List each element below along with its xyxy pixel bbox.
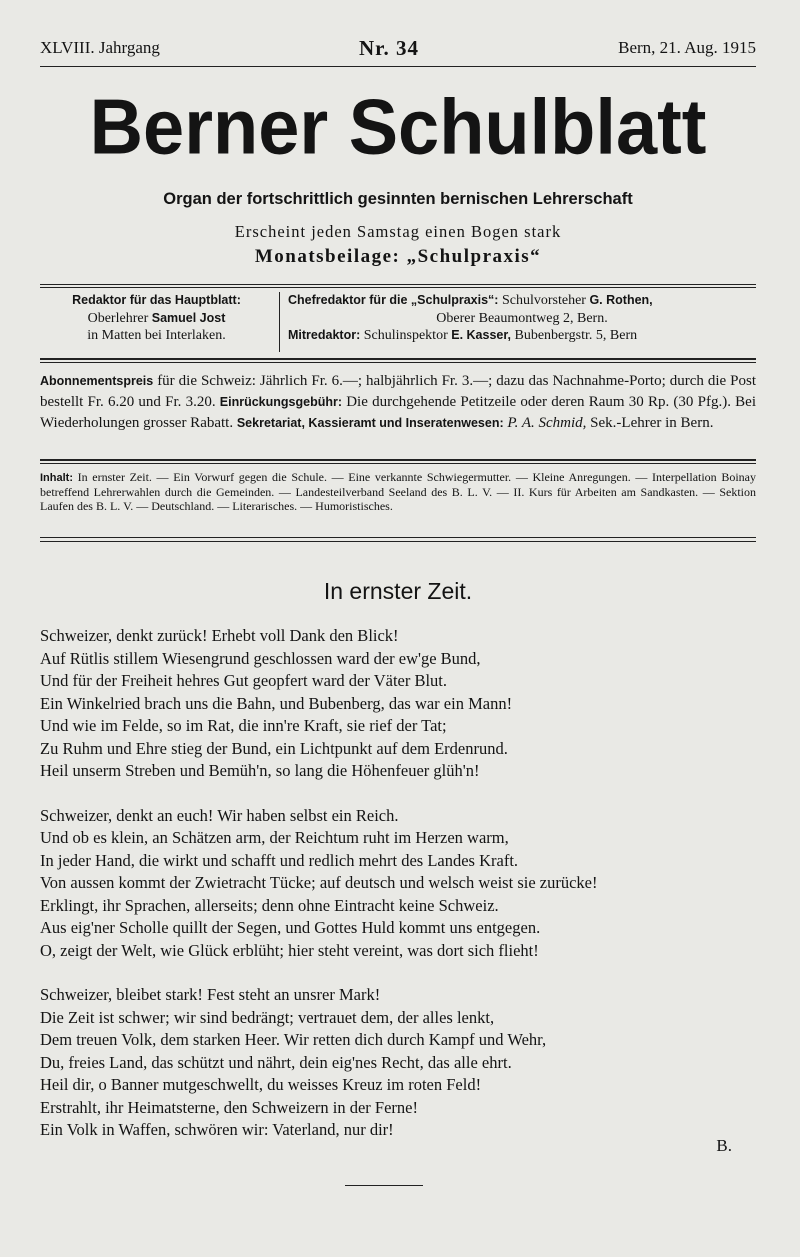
author-signature: B. xyxy=(716,1136,732,1155)
contents-bottom-rule xyxy=(40,537,756,538)
masthead-rule xyxy=(40,66,756,67)
editors-top-rule-2 xyxy=(40,287,756,288)
chief-editor-name: G. Rothen, xyxy=(589,293,653,307)
contents-top-rule-2 xyxy=(40,463,756,464)
poem-line: Erstrahlt, ihr Heimatsterne, den Schweizern in der Ferne! xyxy=(40,1097,418,1117)
place-date: Bern, 21. Aug. 1915 xyxy=(618,38,756,57)
poem-line: Und ob es klein, an Schätzen arm, der Reichtum ruht im Herzen warm, xyxy=(40,828,509,847)
table-of-contents xyxy=(40,470,756,513)
stanza-1 xyxy=(40,625,756,783)
poem-line: Ein Volk in Waffen, schwören wir: Vaterland, nur dir! xyxy=(40,1120,394,1139)
fee-label: Einrückungsgebühr: xyxy=(219,395,343,409)
poem-line: Aus eig'ner Scholle quillt der Segen, und Gottes Huld kommt uns entgegen. xyxy=(40,918,541,937)
fee-text: Die durchgehende Petitzeile oder deren Raum 30 Rp. (30 Pfg.). Bei Wiederholungen grosser Rabatt. xyxy=(40,394,756,431)
article-title: In ernster Zeit. xyxy=(323,578,473,604)
subscription-top-rule-2 xyxy=(40,362,756,363)
article-end-rule xyxy=(345,1185,423,1186)
newspaper-title: Berner Schulblatt xyxy=(89,82,707,171)
chief-editor-label: Chefredaktor für die „Schulpraxis“: xyxy=(288,293,499,307)
subscription-label: Abonnementspreis xyxy=(40,374,154,388)
poem-line: Heil dir, o Banner mutgeschwellt, du weisses Kreuz im roten Feld! xyxy=(40,1075,482,1094)
chief-editor-address: Oberer Beaumontweg 2, Bern. xyxy=(436,310,608,326)
poem xyxy=(40,625,756,1164)
contents-text: In ernster Zeit. — Ein Vorwurf gegen die Schule. — Eine verkannte Schwiegermutter. — Kleine Anregungen. — Interpellation Boinay betreffend Lehrerwahlen durch die Gemeinden. — Landesteilverband Seeland des B. L. V. — II. Kurs für Arbeiten am Sandkasten. — Sektion Laufen des B. L. V. — Deutschland. — Literarisches. — Humoristisches. xyxy=(40,470,756,513)
organ-subtitle: Organ der fortschrittlich gesinnten bernischen Lehrerschaft xyxy=(163,190,633,208)
contents-top-rule xyxy=(40,459,756,461)
co-editor-address: Bubenbergstr. 5, Bern xyxy=(511,328,638,343)
office-text: Sek.-Lehrer in Bern. xyxy=(586,415,714,431)
issue-number: Nr. 34 xyxy=(358,35,420,60)
chief-editor-title: Schulvorsteher xyxy=(498,293,590,308)
office-name: P. A. Schmid, xyxy=(503,415,587,431)
poem-line: O, zeigt der Welt, wie Glück erblüht; hier steht vereint, was dort sich flieht! xyxy=(40,940,539,960)
poem-line: Erklingt, ihr Sprachen, allerseits; denn ohne Eintracht keine Schweiz. xyxy=(40,895,499,915)
poem-line: Schweizer, denkt zurück! Erhebt voll Dank den Blick! xyxy=(40,626,399,645)
subscription-top-rule xyxy=(40,358,756,360)
contents-label: Inhalt: xyxy=(40,472,73,484)
masthead-top-line xyxy=(40,34,756,62)
poem-line: Heil unserm Streben und Bemüh'n, so lang die Höhenfeuer glüh'n! xyxy=(40,761,480,780)
editors-top-rule xyxy=(40,284,756,285)
volume-year: XLVIII. Jahrgang xyxy=(40,38,160,57)
contents-bottom-rule-2 xyxy=(40,541,756,542)
poem-line: Schweizer, bleibet stark! Fest steht an unsrer Mark! xyxy=(40,985,381,1004)
office-label: Sekretariat, Kassieramt und Inseratenwesen: xyxy=(236,416,504,430)
main-editor-title: Oberlehrer xyxy=(87,310,152,326)
poem-line: Und für der Freiheit hehres Gut geopfert ward der Väter Blut. xyxy=(40,671,448,690)
poem-line: Du, freies Land, das schützt und nährt, dein eig'nes Recht, das alle ehrt. xyxy=(40,1052,512,1072)
poem-line: In jeder Hand, die wirkt und schafft und redlich mehrt des Landes Kraft. xyxy=(40,850,519,870)
stanza-2 xyxy=(40,805,756,963)
poem-line: Ein Winkelried brach uns die Bahn, und Bubenberg, das war ein Mann! xyxy=(40,693,513,713)
main-editor-location: in Matten bei Interlaken. xyxy=(87,328,226,343)
poem-line: Von aussen kommt der Zwietracht Tücke; auf deutsch und welsch weist sie zurücke! xyxy=(40,873,598,892)
editors-block xyxy=(40,292,756,352)
poem-line: Auf Rütlis stillem Wiesengrund geschlossen ward der ew'ge Bund, xyxy=(40,648,481,668)
supplement-editors xyxy=(280,292,756,352)
poem-line: Zu Ruhm und Ehre stieg der Bund, ein Lichtpunkt auf dem Erdenrund. xyxy=(40,738,508,758)
poem-line: Die Zeit ist schwer; wir sind bedrängt; vertrauet dem, der alles lenkt, xyxy=(40,1007,495,1027)
main-editor-label: Redaktor für das Hauptblatt: xyxy=(72,293,241,307)
supplement-line: Monatsbeilage: „Schulpraxis“ xyxy=(254,246,542,267)
co-editor-label: Mitredaktor: xyxy=(288,328,361,342)
main-editor-name: Samuel Jost xyxy=(151,310,226,325)
poem-line: Dem treuen Volk, dem starken Heer. Wir retten dich durch Kampf und Wehr, xyxy=(40,1030,547,1049)
poem-line: Schweizer, denkt an euch! Wir haben selbst ein Reich. xyxy=(40,805,399,825)
stanza-3 xyxy=(40,984,756,1142)
co-editor-name: E. Kasser, xyxy=(451,328,511,342)
frequency-line: Erscheint jeden Samstag einen Bogen stark xyxy=(234,222,562,241)
subscription-info xyxy=(40,371,756,434)
poem-line: Und wie im Felde, so im Rat, die inn're Kraft, sie rief der Tat; xyxy=(40,716,447,735)
co-editor-title: Schulinspektor xyxy=(360,328,452,343)
subscription-text: für die Schweiz: Jährlich Fr. 6.—; halbjährlich Fr. 3.—; dazu das Nachnahme-Porto; durch die Post bestellt Fr. 6.20 und Fr. 3.20. xyxy=(40,373,756,410)
main-editor xyxy=(40,292,280,352)
